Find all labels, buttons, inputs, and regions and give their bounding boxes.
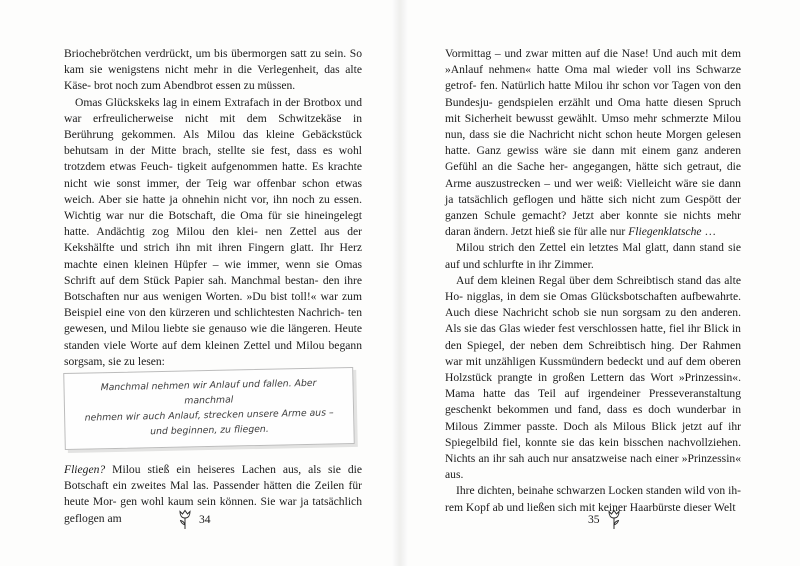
book-gutter [392,0,408,566]
page-number: 34 [199,512,211,526]
text-line: Ihre dichten, beinahe schwarzen Locken standen wild von ih- [456,484,741,498]
text-line: nigglas, in dem sie Omas Glücksbotschaften aufbewahrte. Auch [445,290,741,320]
paragraph [64,95,362,370]
text-line: ten gewesen, und Milou liebte sie genauso wie die längeren. Heute [64,306,362,336]
paragraph [445,273,741,484]
text-line: rem Kopf ab und ließen sich mit keiner Haarbürste dieser Welt [445,500,736,514]
text-line: in großen Lettern das Wort »Prinzessin«. Mama hatte das Teil [445,371,742,401]
text-line: Mitte brach, stellte sie fest, dass es wohl trotzdem etwas Feuch- [64,144,362,174]
text-line: bisschen nachvollziehen. Nichts an ihr sah auch nur ansatzweise [445,435,742,466]
page-number-right [588,508,622,530]
paragraph [445,240,741,272]
text-line: neben dem Schreibtisch hing. Der Rahmen war mit unzähligen [445,338,742,368]
text-line: Teig war offenbar schon etwas weich. Aber sie hatte ja ohnehin [64,176,362,206]
ellipsis: … [701,225,717,239]
text-line: gekommen. Als Milou das kleine Gebäckstück behutsam in der [64,128,363,158]
text-line: den ihre Botschaften nur aus wenigen Worten. »Du bist toll!« war [64,273,362,304]
tulip-icon [606,508,622,530]
text-line: auf irgendeiner Presseveranstaltung geschenkt bekommen und [445,387,741,417]
text-line: wer weiß: Vielleicht wäre sie dann ja tatsächlich geflogen und hätte [445,176,741,206]
right-page [400,0,800,566]
text-line: nicht vor, ihn noch zu essen. Wichtig war nur die Botschaft, die [64,192,362,223]
text-line: nen Zettel aus der Kekshälfte und strich ihn mit ihren Fingern [64,225,363,255]
italic-word: Fliegen? [64,463,106,476]
text-line: Omas Glückskeks lag in einem Extrafach in der Brotbox und [75,95,362,109]
text-line: sie Omas Schrift auf dem Stück Papier sah. Manchmal bestan- [64,257,362,287]
text-line: zum Beispiel eine von den kürzeren und schlichtesten Nachrich- [64,290,362,320]
text-line: bewusst gewählt. Umso mehr schmerzte Milou nun, dass sie die [445,111,741,142]
text-line: »Anlauf nehmen« hatte Oma mal wieder voll ins Schwarze getrof- [445,63,741,93]
text-line: ein zweites Mal las. Passender hätten die Zeilen für heute Mor- [64,479,362,509]
note-line: Manchmal nehmen wir Anlauf und fallen. Aber manchmal [100,377,317,407]
left-page-text [64,46,362,370]
text-line: standen viele Worte auf dem kleinen Zettel und Milou begann [64,338,362,352]
text-line: Milou stieß ein heiseres Lachen aus, als sie die Botschaft [64,463,362,493]
text-line: kam sie wenigstens nicht mehr in die Verlegenheit, das alte Käse- [64,63,362,93]
text-line: fand, dass es doch wunderbar in Milous Zimmer passte. Doch [445,403,741,433]
text-line: Oma für sie hineingelegt hatte. Andächtig zog Milou den klei- [64,209,362,239]
text-line: gendspielen erzählt und Oma hatte diesen Spruch mit Sicherheit [445,95,741,125]
paragraph [445,46,741,240]
text-line: tigkeit aufgenommen hatte. Es krachte nicht wie sonst immer, der [64,160,362,190]
fortune-note [63,367,355,450]
text-line: war erfreulicherweise nicht mit dem Schwitzekäse in Berührung [64,111,362,142]
text-line: und schlurfte in ihr Zimmer. [462,257,594,271]
text-line: Auf dem kleinen Regal über dem Schreibtisch stand das alte Ho- [445,273,741,304]
text-line: glatt. Ihr Herz machte einen kleinen Hüpfer – wie immer, wenn [64,241,362,271]
text-line: Milou strich den Zettel ein letztes Mal glatt, dann stand sie auf [445,241,741,271]
tulip-icon [177,508,193,530]
text-line: nach einer »Prinzessin« aus. [445,452,742,482]
text-line: fen. Natürlich hatte Milou ihr schon vor Tagen von den Bundesju- [445,79,741,109]
text-line: angegangen, hätte sich getraut, die Arme auszustrecken – und [445,160,741,190]
text-line: diese Nachricht schob sie nun sorgsam zu den anderen. Als sie das [445,306,741,336]
left-page-text-after-note [64,462,362,527]
right-page-text [445,46,741,516]
text-line: Briochebrötchen verdrückt, um bis übermorgen satt zu sein. So [64,47,362,60]
text-line: sich nicht zum Gespött der ganzen Schule gemacht? Jetzt aber [445,192,741,223]
text-line: Glas wieder fest verschlossen hatte, fiel ihr Blick in den Spiegel, der [445,322,741,352]
note-line: und beginnen, zu fliegen. [150,423,269,438]
italic-word: Fliegenklatsche [628,225,702,239]
text-line: wäre sie dann mit einem ganz anderen Gefühl an die Sache her- [445,144,742,174]
text-line: Vormittag – und zwar mitten auf die Nase! Und auch mit dem [445,47,741,60]
text-line: Kussmündern bedeckt und auf dem oberen Holzstück prangte [445,354,741,385]
page-number: 35 [588,512,600,526]
note-line: nehmen wir auch Anlauf, strecken unsere Arme aus – [84,407,334,424]
text-line: gen wohl kaum sein können. Sie war ja tatsächlich geflogen am [64,495,362,525]
text-line: Nachricht nicht schon heute Morgen gelesen hatte. Ganz gewiss [445,128,742,158]
text-line: brot noch zum Abendbrot essen zu müssen. [93,79,296,93]
page-number-left [177,508,211,530]
text-line: als Milous Blick jetzt auf ihr Spiegelbild fiel, konnte sie das kein [445,419,741,449]
text-line: sorgsam, sie zu lesen: [64,354,165,368]
paragraph [64,462,362,527]
paragraph [64,46,362,95]
text-line: konnte sie nichts mehr daran ändern. Jetzt hieß sie für alle nur [445,209,741,239]
